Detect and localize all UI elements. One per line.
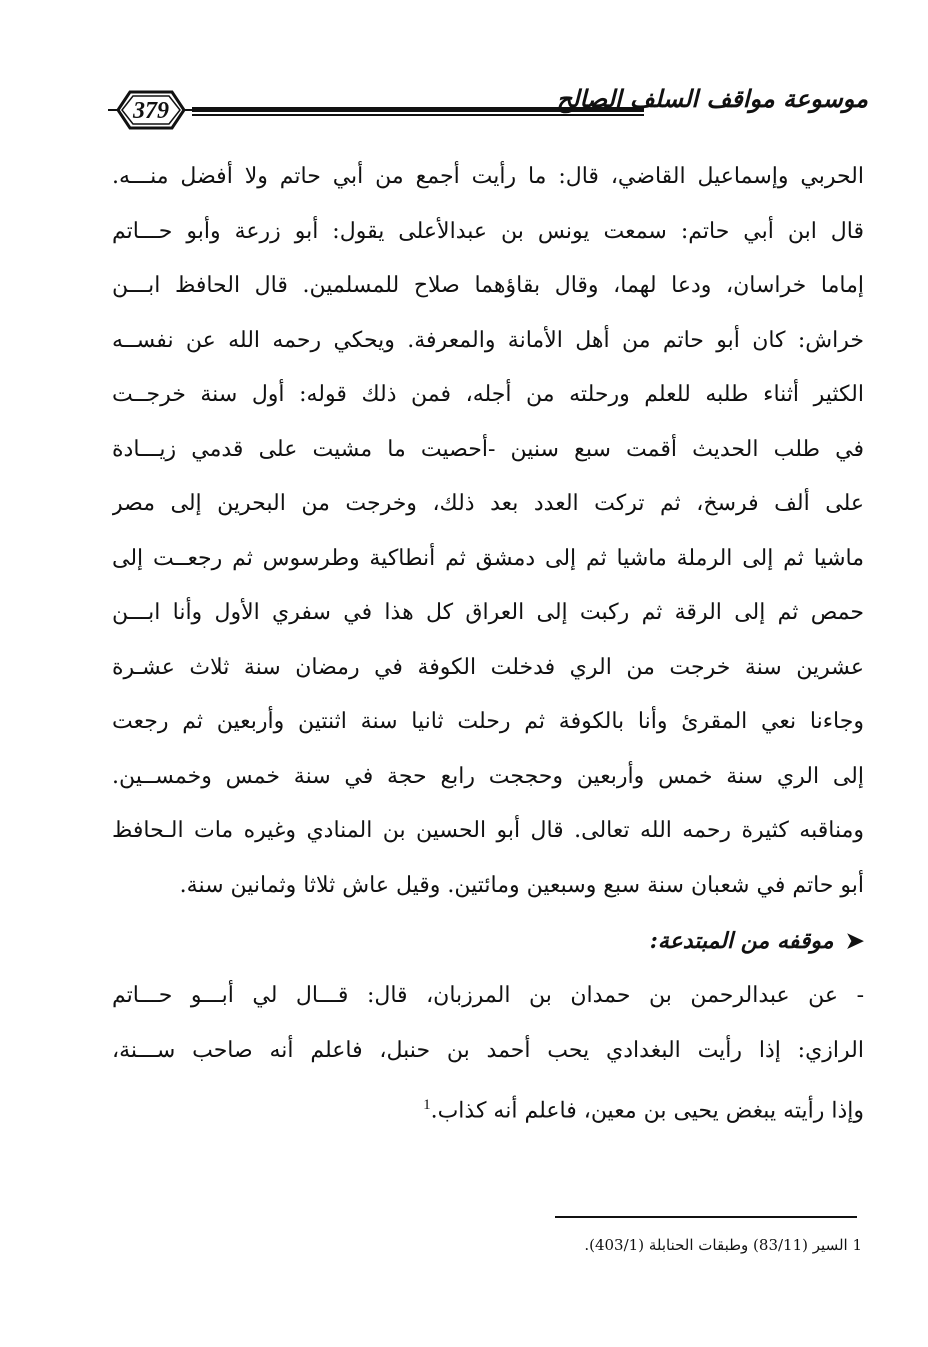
text-line: ومناقبه كثيرة رحمه الله تعالى. قال أبو الحسين بن المنادي وغيره مات الـحافظ <box>112 818 864 843</box>
text-line: قال ابن أبي حاتم: سمعت يونس بن عبدالأعلى يقول: أبو زرعة وأبو حـــاتم <box>112 218 864 244</box>
text-line: إماما خراسان، ودعا لهما، وقال بقاؤهما صلاح للمسلمين. قال الحافظ ابـــن <box>112 273 864 298</box>
text-line: في طلب الحديث أقمت سبع سنين -أحصيت ما مشيت على قدمي زيـــادة <box>112 436 864 462</box>
text-line-with-footnote <box>112 1078 864 1133</box>
text-line: الرازي: إذا رأيت البغدادي يحب أحمد بن حنبل، فاعلم أنه صاحب ســـنة، <box>112 1037 864 1063</box>
page-header <box>108 82 868 142</box>
text-line: ماشيا ثم إلى الرملة ماشيا ثم إلى دمشق ثم أنطاكية وطرسوس ثم رجعــت إلى <box>112 545 864 571</box>
footnote: 1 السير (83/11) وطبقات الحنابلة (403/1). <box>584 1236 862 1254</box>
text-line: الكثير أثناء طلبه للعلم ورحلته من أجله، فمن ذلك قوله: أول سنة خرجــت <box>112 382 864 407</box>
section-heading-text: موقفه من المبتدعة: <box>649 928 834 954</box>
main-text <box>112 150 864 1133</box>
text-line: خراش: كان أبو حاتم من أهل الأمانة والمعرفة. ويحكي رحمه الله عن نفســه <box>112 327 864 353</box>
text-line: عشرين سنة خرجت من الري فدخلت الكوفة في رمضان سنة ثلاث عشـرة <box>112 654 864 680</box>
text-line: أبو حاتم في شعبان سنة سبع وسبعين ومائتين. وقيل عاش ثلاثا وثمانين سنة. <box>179 872 864 898</box>
text-line: وجاءنا نعي المقرئ وأنا بالكوفة ثم رحلت ثانيا سنة اثنتين وأربعين ثم رجعت <box>112 709 864 734</box>
footnote-rule <box>555 1216 857 1218</box>
text-line: إلى الري سنة خمس وأربعين وحججت رابع حجة في سنة خمس وخمســين. <box>112 763 864 789</box>
page-number: 379 <box>133 98 169 124</box>
text-line: حمص ثم إلى الرقة ثم ركبت إلى العراق كل هذا في سفري الأول وأنا ابـــن <box>112 600 864 625</box>
text-line: على ألف فرسخ، ثم تركت العدد بعد ذلك، وخرجت من البحرين إلى مصر <box>112 491 864 516</box>
text-line: الحربي وإسماعيل القاضي، قال: ما رأيت أجمع من أبي حاتم ولا أفضل منـــه. <box>112 164 864 189</box>
text-line: - عن عبدالرحمن بن حمدان بن المرزبان، قال: قـــال لي أبـــو حـــاتم <box>112 983 864 1008</box>
section-heading <box>112 913 864 969</box>
page-number-badge <box>108 88 194 132</box>
text-line: وإذا رأيته يبغض يحيى بن معين، فاعلم أنه كذاب. <box>430 1098 864 1124</box>
footnote-marker: 1 <box>423 1097 431 1113</box>
series-title: موسوعة مواقف السلف الصالح <box>556 84 868 113</box>
arrow-bullet-icon: ➤ <box>845 928 864 954</box>
